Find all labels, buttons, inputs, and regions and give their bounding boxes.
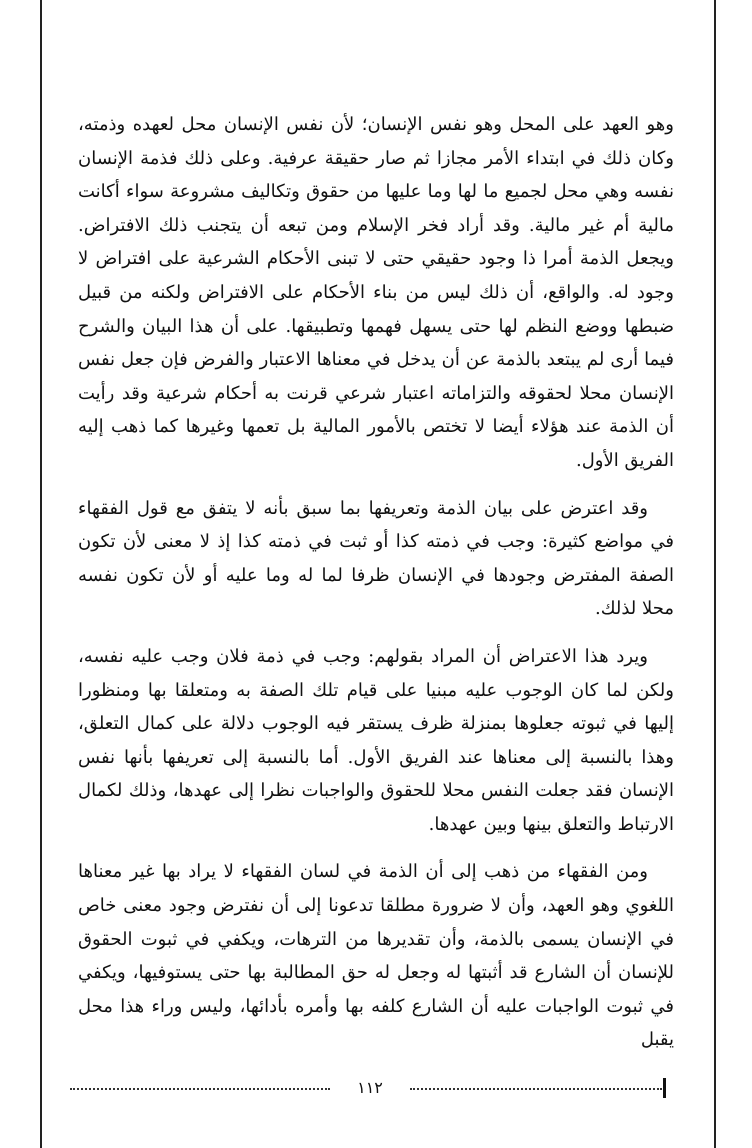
page-border-right bbox=[714, 0, 716, 1148]
paragraph-2: وقد اعترض على بيان الذمة وتعريفها بما سبق بأنه لا يتفق مع قول الفقهاء في مواضع كثيرة: وجب في ذمته كذا أو ثبت في ذمته كذا إذ لا معنى لأن تكون الصفة المفترض وجودها في الإنسان ظرفا لما له وما عليه أو لأن تكون نفسه محلا لذلك. bbox=[78, 497, 674, 620]
footer-rule-right bbox=[410, 1088, 662, 1090]
paragraph-3: ويرد هذا الاعتراض أن المراد بقولهم: وجب في ذمة فلان وجب عليه نفسه، ولكن لما كان الوجوب عليه مبنيا على قيام تلك الصفة به ومتعلقا بها ومنظورا إليها في ثبوته جعلوها بمنزلة ظرف يستقر فيه الوجوب دلالة على كمال التعلق، وهذا بالنسبة إلى معناها عند الفريق الأول. أما بالنسبة إلى تعريفها بأنها نفس الإنسان فقد جعلت النفس محلا للحقوق والواجبات نظرا إلى عهدها، وذلك لكمال الارتباط والتعلق بينها وبين عهدها. bbox=[78, 645, 674, 835]
footer-rule-left bbox=[70, 1088, 330, 1090]
page-footer bbox=[70, 1076, 670, 1100]
paragraph-4: ومن الفقهاء من ذهب إلى أن الذمة في لسان الفقهاء لا يراد بها غير معناها اللغوي وهو العهد، وأن لا ضرورة مطلقا تدعونا إلى أن نفترض وجود معنى خاص في الإنسان يسمى بالذمة، وأن تقديرها من الترهات، ويكفي في ثبوت الحقوق للإنسان أن الشارع قد أثبتها له وجعل له حق المطالبة بها حتى يستوفيها، ويكفي في ثبوت الواجبات عليه أن الشارع كلفه بها وأمره بأدائها، وليس وراء هذا محل يقبل bbox=[78, 861, 674, 1051]
page-border-left bbox=[40, 0, 42, 1148]
paragraph-1: وهو العهد على المحل وهو نفس الإنسان؛ لأن نفس الإنسان محل لعهده وذمته، وكان ذلك في ابتداء الأمر مجازا ثم صار حقيقة عرفية. وعلى ذلك فذمة الإنسان نفسه وهي محل لجميع ما لها وما عليها من حقوق وتكاليف مشروعة سواء أكانت مالية أم غير مالية. وقد أراد فخر الإسلام ومن تبعه أن يتجنب ذلك الافتراض. ويجعل الذمة أمرا ذا وجود حقيقي حتى لا تبنى الأحكام الشرعية على افتراض لا وجود له. والواقع، أن ذلك ليس من بناء الأحكام على الافتراض ولكنه من قبيل ضبطها ووضع النظم لها حتى يسهل فهمها وتطبيقها. على أن هذا البيان والشرح فيما أرى لم يبتعد بالذمة عن أن يدخل في معناها الاعتبار والفرض فإن جعل نفس الإنسان محلا لحقوقه والتزاماته اعتبار شرعي قرنت به أحكام شرعية وقد رأيت أن الذمة عند هؤلاء أيضا لا تختص بالأمور المالية بل تعمها وغيرها كما ذهب إليه الفريق الأول. bbox=[78, 114, 674, 471]
text-body bbox=[78, 108, 674, 1057]
page-number: ١١٢ bbox=[357, 1078, 383, 1097]
footer-bar-ornament bbox=[663, 1078, 666, 1098]
